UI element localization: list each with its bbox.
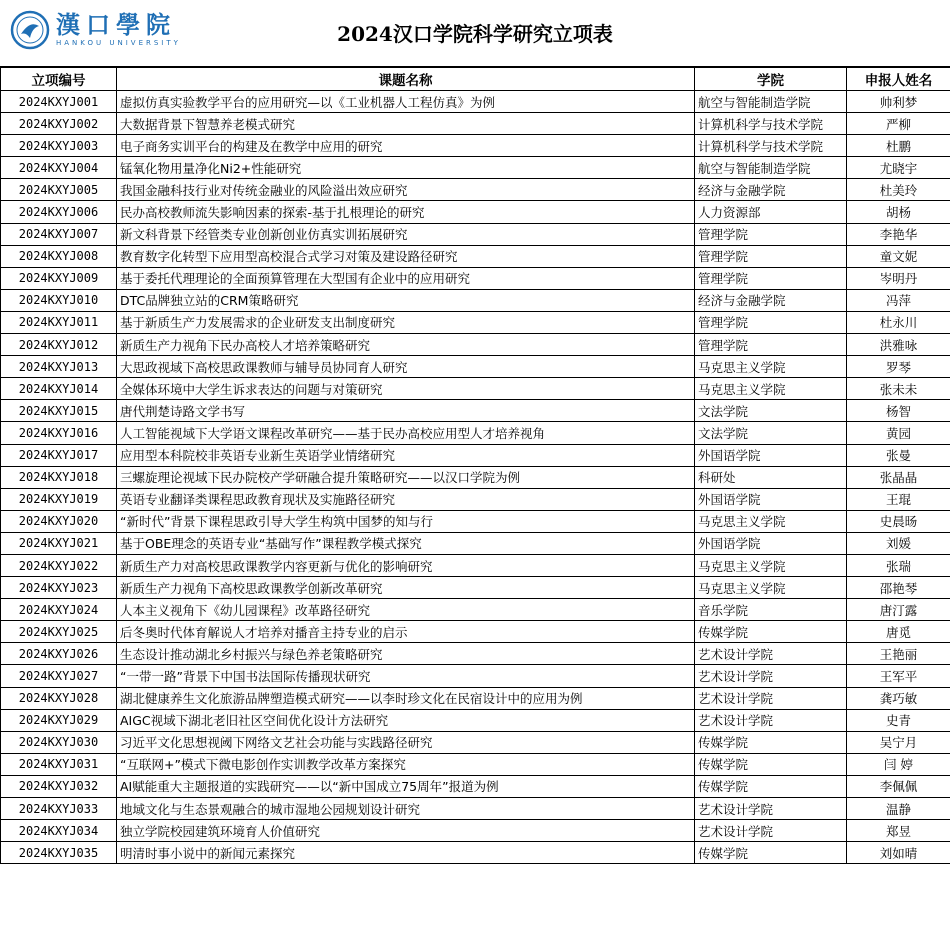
applicant-cell: 杜美玲	[847, 179, 950, 201]
code-cell: 2024KXYJ017	[1, 444, 117, 466]
applicant-cell: 李艳华	[847, 223, 950, 245]
table-row	[1, 554, 950, 576]
table-row	[1, 245, 950, 267]
code-cell: 2024KXYJ031	[1, 753, 117, 775]
topic-cell: 生态设计推动湖北乡村振兴与绿色养老策略研究	[117, 643, 695, 665]
table-row	[1, 510, 950, 532]
code-cell: 2024KXYJ002	[1, 113, 117, 135]
code-cell: 2024KXYJ015	[1, 400, 117, 422]
college-cell: 管理学院	[695, 223, 847, 245]
topic-cell: 独立学院校园建筑环境育人价值研究	[117, 820, 695, 842]
table-row	[1, 532, 950, 554]
topic-cell: 全媒体环境中大学生诉求表达的问题与对策研究	[117, 378, 695, 400]
code-cell: 2024KXYJ024	[1, 599, 117, 621]
topic-cell: 地域文化与生态景观融合的城市湿地公园规划设计研究	[117, 798, 695, 820]
college-cell: 管理学院	[695, 267, 847, 289]
table-row	[1, 687, 950, 709]
college-cell: 传媒学院	[695, 842, 847, 864]
applicant-cell: 李佩佩	[847, 775, 950, 797]
college-cell: 艺术设计学院	[695, 643, 847, 665]
applicant-cell: 张未未	[847, 378, 950, 400]
table-row	[1, 267, 950, 289]
code-cell: 2024KXYJ022	[1, 554, 117, 576]
applicant-cell: 杜鹏	[847, 135, 950, 157]
column-header-code: 立项编号	[1, 68, 117, 91]
applicant-cell: 罗琴	[847, 356, 950, 378]
code-cell: 2024KXYJ008	[1, 245, 117, 267]
college-cell: 马克思主义学院	[695, 378, 847, 400]
project-table	[0, 67, 950, 864]
applicant-cell: 闫 婷	[847, 753, 950, 775]
college-cell: 音乐学院	[695, 599, 847, 621]
college-cell: 文法学院	[695, 422, 847, 444]
code-cell: 2024KXYJ030	[1, 731, 117, 753]
code-cell: 2024KXYJ020	[1, 510, 117, 532]
college-cell: 航空与智能制造学院	[695, 91, 847, 113]
applicant-cell: 王琨	[847, 488, 950, 510]
applicant-cell: 王军平	[847, 665, 950, 687]
table-row	[1, 643, 950, 665]
table-row	[1, 466, 950, 488]
college-cell: 艺术设计学院	[695, 665, 847, 687]
applicant-cell: 史青	[847, 709, 950, 731]
applicant-cell: 洪雅咏	[847, 334, 950, 356]
column-header-topic: 课题名称	[117, 68, 695, 91]
code-cell: 2024KXYJ023	[1, 577, 117, 599]
table-row	[1, 775, 950, 797]
college-cell: 航空与智能制造学院	[695, 157, 847, 179]
table-row	[1, 842, 950, 864]
topic-cell: 新质生产力视角下民办高校人才培养策略研究	[117, 334, 695, 356]
applicant-cell: 温静	[847, 798, 950, 820]
topic-cell: 基于OBE理念的英语专业“基础写作”课程教学模式探究	[117, 532, 695, 554]
table-row	[1, 577, 950, 599]
applicant-cell: 史晨旸	[847, 510, 950, 532]
applicant-cell: 童文妮	[847, 245, 950, 267]
applicant-cell: 张曼	[847, 444, 950, 466]
table-row	[1, 334, 950, 356]
topic-cell: 电子商务实训平台的构建及在教学中应用的研究	[117, 135, 695, 157]
table-row	[1, 223, 950, 245]
code-cell: 2024KXYJ005	[1, 179, 117, 201]
college-cell: 计算机科学与技术学院	[695, 135, 847, 157]
applicant-cell: 刘媛	[847, 532, 950, 554]
applicant-cell: 王艳丽	[847, 643, 950, 665]
applicant-cell: 唐觅	[847, 621, 950, 643]
applicant-cell: 张瑞	[847, 554, 950, 576]
college-cell: 艺术设计学院	[695, 798, 847, 820]
topic-cell: “互联网+”模式下微电影创作实训教学改革方案探究	[117, 753, 695, 775]
logo-subtitle: HANKOU UNIVERSITY	[56, 39, 181, 47]
logo-name: 漢口學院	[56, 10, 176, 39]
table-row	[1, 621, 950, 643]
topic-cell: 湖北健康养生文化旅游品牌塑造模式研究——以李时珍文化在民宿设计中的应用为例	[117, 687, 695, 709]
topic-cell: 新文科背景下经管类专业创新创业仿真实训拓展研究	[117, 223, 695, 245]
topic-cell: 唐代荆楚诗路文学书写	[117, 400, 695, 422]
topic-cell: 我国金融科技行业对传统金融业的风险溢出效应研究	[117, 179, 695, 201]
table-row	[1, 135, 950, 157]
applicant-cell: 龚巧敏	[847, 687, 950, 709]
college-cell: 传媒学院	[695, 731, 847, 753]
college-cell: 外国语学院	[695, 444, 847, 466]
college-cell: 人力资源部	[695, 201, 847, 223]
college-cell: 文法学院	[695, 400, 847, 422]
topic-cell: “一带一路”背景下中国书法国际传播现状研究	[117, 665, 695, 687]
college-cell: 计算机科学与技术学院	[695, 113, 847, 135]
code-cell: 2024KXYJ019	[1, 488, 117, 510]
college-cell: 外国语学院	[695, 488, 847, 510]
table-row	[1, 113, 950, 135]
table-row	[1, 400, 950, 422]
applicant-cell: 杨智	[847, 400, 950, 422]
code-cell: 2024KXYJ012	[1, 334, 117, 356]
code-cell: 2024KXYJ010	[1, 289, 117, 311]
table-row	[1, 444, 950, 466]
table-row	[1, 91, 950, 113]
college-cell: 经济与金融学院	[695, 179, 847, 201]
table-row	[1, 356, 950, 378]
college-cell: 外国语学院	[695, 532, 847, 554]
topic-cell: 习近平文化思想视阈下网络文艺社会功能与实践路径研究	[117, 731, 695, 753]
topic-cell: 基于委托代理理论的全面预算管理在大型国有企业中的应用研究	[117, 267, 695, 289]
topic-cell: 三螺旋理论视域下民办院校产学研融合提升策略研究——以汉口学院为例	[117, 466, 695, 488]
topic-cell: AI赋能重大主题报道的实践研究——以“新中国成立75周年”报道为例	[117, 775, 695, 797]
code-cell: 2024KXYJ018	[1, 466, 117, 488]
topic-cell: 大数据背景下智慧养老模式研究	[117, 113, 695, 135]
applicant-cell: 吴宁月	[847, 731, 950, 753]
college-cell: 马克思主义学院	[695, 577, 847, 599]
college-cell: 传媒学院	[695, 753, 847, 775]
table-row	[1, 488, 950, 510]
table-row	[1, 422, 950, 444]
applicant-cell: 刘如晴	[847, 842, 950, 864]
table-row	[1, 665, 950, 687]
college-cell: 马克思主义学院	[695, 510, 847, 532]
topic-cell: 基于新质生产力发展需求的企业研发支出制度研究	[117, 311, 695, 333]
applicant-cell: 唐汀露	[847, 599, 950, 621]
code-cell: 2024KXYJ028	[1, 687, 117, 709]
code-cell: 2024KXYJ033	[1, 798, 117, 820]
document-header	[0, 0, 950, 67]
code-cell: 2024KXYJ011	[1, 311, 117, 333]
topic-cell: 新质生产力对高校思政课教学内容更新与优化的影响研究	[117, 554, 695, 576]
table-row	[1, 709, 950, 731]
code-cell: 2024KXYJ009	[1, 267, 117, 289]
topic-cell: 新质生产力视角下高校思政课教学创新改革研究	[117, 577, 695, 599]
college-cell: 马克思主义学院	[695, 356, 847, 378]
code-cell: 2024KXYJ021	[1, 532, 117, 554]
college-cell: 艺术设计学院	[695, 820, 847, 842]
topic-cell: “新时代”背景下课程思政引导大学生构筑中国梦的知与行	[117, 510, 695, 532]
code-cell: 2024KXYJ016	[1, 422, 117, 444]
table-row	[1, 289, 950, 311]
topic-cell: 教育数字化转型下应用型高校混合式学习对策及建设路径研究	[117, 245, 695, 267]
document-title: 2024汉口学院科学研究立项表	[337, 22, 613, 46]
college-cell: 管理学院	[695, 334, 847, 356]
applicant-cell: 尤晓宇	[847, 157, 950, 179]
college-cell: 经济与金融学院	[695, 289, 847, 311]
college-cell: 管理学院	[695, 245, 847, 267]
topic-cell: 明清时事小说中的新闻元素探究	[117, 842, 695, 864]
table-header-row	[1, 68, 950, 91]
topic-cell: 民办高校教师流失影响因素的探索-基于扎根理论的研究	[117, 201, 695, 223]
applicant-cell: 岑明丹	[847, 267, 950, 289]
table-row	[1, 378, 950, 400]
applicant-cell: 邵艳琴	[847, 577, 950, 599]
applicant-cell: 胡杨	[847, 201, 950, 223]
topic-cell: 人本主义视角下《幼儿园课程》改革路径研究	[117, 599, 695, 621]
college-cell: 管理学院	[695, 311, 847, 333]
table-row	[1, 599, 950, 621]
code-cell: 2024KXYJ013	[1, 356, 117, 378]
applicant-cell: 郑昱	[847, 820, 950, 842]
code-cell: 2024KXYJ014	[1, 378, 117, 400]
college-cell: 马克思主义学院	[695, 554, 847, 576]
table-row	[1, 201, 950, 223]
college-cell: 传媒学院	[695, 621, 847, 643]
code-cell: 2024KXYJ034	[1, 820, 117, 842]
applicant-cell: 张晶晶	[847, 466, 950, 488]
code-cell: 2024KXYJ001	[1, 91, 117, 113]
code-cell: 2024KXYJ025	[1, 621, 117, 643]
table-row	[1, 731, 950, 753]
applicant-cell: 黄园	[847, 422, 950, 444]
college-cell: 艺术设计学院	[695, 709, 847, 731]
topic-cell: 大思政视域下高校思政课教师与辅导员协同育人研究	[117, 356, 695, 378]
table-row	[1, 798, 950, 820]
college-cell: 传媒学院	[695, 775, 847, 797]
code-cell: 2024KXYJ035	[1, 842, 117, 864]
topic-cell: 人工智能视域下大学语文课程改革研究——基于民办高校应用型人才培养视角	[117, 422, 695, 444]
topic-cell: AIGC视域下湖北老旧社区空间优化设计方法研究	[117, 709, 695, 731]
topic-cell: 锰氧化物用量净化Ni2+性能研究	[117, 157, 695, 179]
code-cell: 2024KXYJ003	[1, 135, 117, 157]
table-row	[1, 820, 950, 842]
code-cell: 2024KXYJ026	[1, 643, 117, 665]
table-row	[1, 753, 950, 775]
topic-cell: 应用型本科院校非英语专业新生英语学业情绪研究	[117, 444, 695, 466]
topic-cell: 虚拟仿真实验教学平台的应用研究—以《工业机器人工程仿真》为例	[117, 91, 695, 113]
table-row	[1, 179, 950, 201]
code-cell: 2024KXYJ006	[1, 201, 117, 223]
column-header-college: 学院	[695, 68, 847, 91]
applicant-cell: 严柳	[847, 113, 950, 135]
topic-cell: 英语专业翻译类课程思政教育现状及实施路径研究	[117, 488, 695, 510]
code-cell: 2024KXYJ032	[1, 775, 117, 797]
college-cell: 科研处	[695, 466, 847, 488]
column-header-applicant: 申报人姓名	[847, 68, 950, 91]
code-cell: 2024KXYJ029	[1, 709, 117, 731]
code-cell: 2024KXYJ027	[1, 665, 117, 687]
code-cell: 2024KXYJ004	[1, 157, 117, 179]
topic-cell: DTC品牌独立站的CRM策略研究	[117, 289, 695, 311]
topic-cell: 后冬奥时代体育解说人才培养对播音主持专业的启示	[117, 621, 695, 643]
applicant-cell: 冯萍	[847, 289, 950, 311]
applicant-cell: 帅利梦	[847, 91, 950, 113]
table-row	[1, 311, 950, 333]
college-cell: 艺术设计学院	[695, 687, 847, 709]
table-row	[1, 157, 950, 179]
code-cell: 2024KXYJ007	[1, 223, 117, 245]
applicant-cell: 杜永川	[847, 311, 950, 333]
